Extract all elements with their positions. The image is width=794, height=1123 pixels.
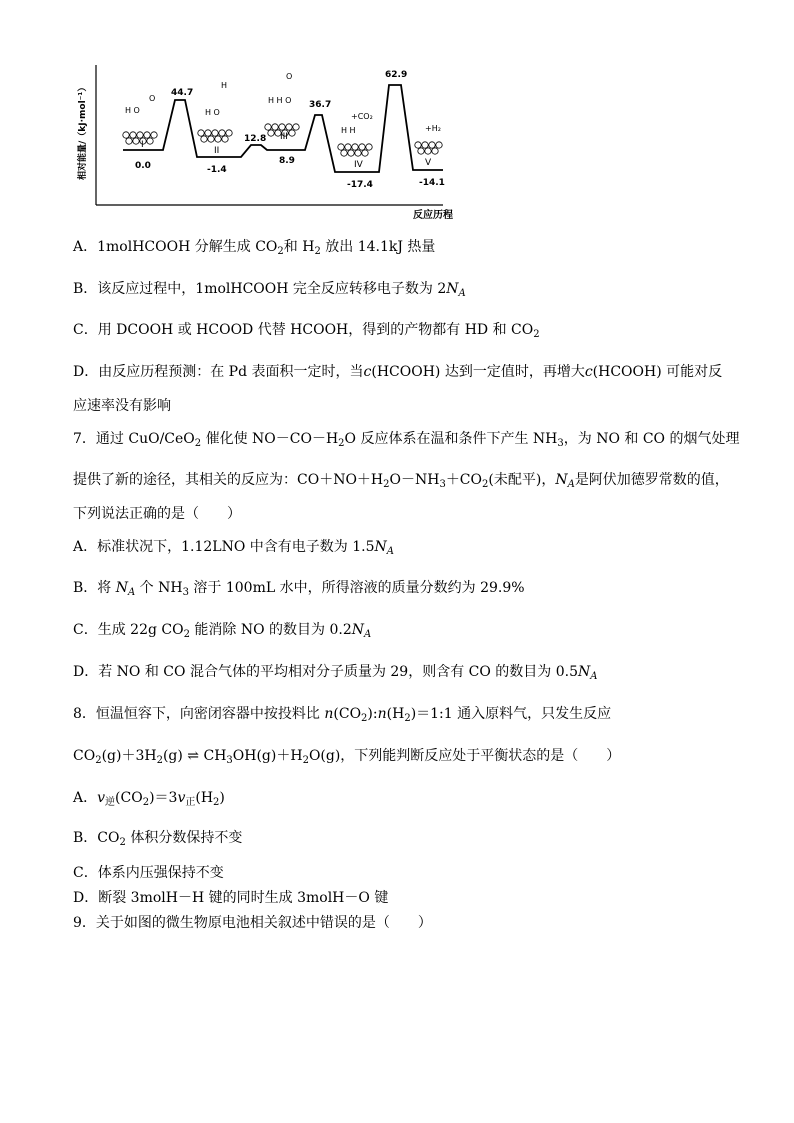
value-0: 0.0	[135, 161, 151, 171]
state-IV: IV	[354, 160, 363, 170]
subscript: 2	[404, 713, 411, 724]
stem-text: )＝1:1 通入原料气，只发生反应	[410, 706, 612, 722]
option-text: (HCOOH) 可能对反	[592, 364, 723, 380]
option-text: 由反应历程预测：在 Pd 表面积一定时，当	[98, 364, 364, 380]
option-prefix: D．	[73, 664, 99, 680]
surface-V	[415, 142, 442, 154]
stem-text: 9．关于如图的微生物原电池相关叙述中错误的是（ ）	[73, 915, 432, 931]
amount-symbol: n	[377, 706, 387, 722]
adsorbate-II-ho: H O	[205, 108, 220, 117]
value-minus-17-4: -17.4	[347, 180, 373, 190]
option-text: 个 NH	[135, 580, 183, 596]
q7-option-b	[73, 578, 525, 598]
q6-option-d-cont	[73, 396, 171, 416]
energy-profile-diagram	[73, 55, 453, 230]
value-44-7: 44.7	[171, 88, 194, 98]
option-text: 能消除 NO 的数目为 0.2	[189, 622, 352, 638]
stem-text: (g) ⇌ CH	[162, 748, 227, 764]
option-text: 将	[97, 580, 116, 596]
adsorbate-IV-hh: H H	[341, 126, 356, 135]
option-text: 用 DCOOH 或 HCOOD 代替 HCOOH，得到的产物都有 HD 和 CO	[97, 322, 534, 338]
stem-text: (g)＋3H	[101, 748, 157, 764]
stem-text: O 反应体系在温和条件下产生 NH	[344, 431, 558, 447]
surface-II	[198, 130, 232, 142]
adsorbate-II-h: H	[221, 81, 228, 90]
subscript: 2	[277, 246, 284, 257]
stem-text: 提供了新的途径，其相关的反应为：CO＋NO＋H	[73, 472, 384, 488]
option-text: 该反应过程中，1molHCOOH 完全反应转移电子数为 2	[97, 281, 447, 297]
stem-text: O(g)，下列能判断反应处于平衡状态的是（ ）	[308, 748, 621, 764]
q7-stem-line3	[73, 504, 241, 524]
stem-text: 催化使 NO－CO－H	[201, 431, 339, 447]
q7-option-c	[73, 620, 371, 640]
avogadro-symbol: N	[555, 472, 568, 488]
option-prefix: C．	[73, 865, 98, 881]
value-minus-14-1: -14.1	[419, 178, 445, 188]
option-text: 体系内压强保持不变	[97, 865, 224, 881]
subscript: 逆	[105, 797, 116, 808]
stem-text: O－NH	[389, 472, 440, 488]
option-prefix: A．	[73, 790, 98, 806]
q8-stem-line1	[73, 704, 611, 724]
option-text: CO	[97, 830, 120, 846]
option-text: (CO	[115, 790, 143, 806]
option-text: 生成 22g CO	[97, 622, 184, 638]
state-II: II	[214, 146, 220, 156]
concentration-symbol: c	[363, 364, 372, 380]
option-text: 和 H	[283, 239, 315, 255]
adsorbate-V-h2: +H₂	[425, 124, 441, 133]
adsorbate-III-hho: H H O	[268, 96, 292, 105]
value-62-9: 62.9	[385, 70, 408, 80]
adsorbate-I-o: O	[149, 94, 156, 103]
q8-stem-line2	[73, 746, 620, 766]
subscript: 2	[119, 837, 126, 848]
option-prefix: A．	[73, 239, 98, 255]
option-text: 1molHCOOH 分解生成 CO	[97, 239, 278, 255]
option-text: 标准状况下，1.12LNO 中含有电子数为 1.5	[97, 539, 375, 555]
option-text: (H	[195, 790, 214, 806]
adsorbate-IV-co2: +CO₂	[351, 112, 373, 121]
value-8-9: 8.9	[279, 156, 295, 166]
avogadro-symbol: N	[351, 622, 365, 638]
q7-option-d	[73, 662, 598, 682]
subscript: 2	[302, 755, 309, 766]
option-prefix: B．	[73, 830, 98, 846]
stem-text: CO	[73, 748, 96, 764]
option-text: 断裂 3molH－H 键的同时生成 3molH－O 键	[98, 890, 389, 906]
subscript: 2	[142, 797, 150, 808]
avogadro-symbol: N	[115, 580, 128, 596]
subscript: A	[590, 671, 598, 682]
x-axis-label: 反应历程	[413, 210, 453, 221]
state-III: III	[280, 132, 288, 142]
state-I: I	[141, 140, 144, 150]
amount-symbol: n	[324, 706, 334, 722]
subscript: 2	[156, 755, 163, 766]
option-text: 应速率没有影响	[73, 398, 171, 414]
adsorbate-I-ho: H O	[125, 106, 140, 115]
subscript: 2	[213, 797, 220, 808]
option-text: 溶于 100mL 水中，所得溶液的质量分数约为 29.9%	[188, 580, 525, 596]
stem-text: (CO	[333, 706, 362, 722]
q6-option-d	[73, 362, 722, 382]
subscript: 2	[183, 629, 190, 640]
rate-symbol: v	[97, 790, 106, 806]
subscript: 正	[185, 797, 196, 808]
option-text: )	[219, 790, 225, 806]
subscript: 3	[182, 587, 189, 598]
surface-I	[123, 132, 157, 144]
subscript: A	[364, 629, 372, 640]
subscript: A	[567, 479, 575, 490]
option-text: )＝3	[149, 790, 178, 806]
adsorbate-III-o: O	[286, 72, 293, 81]
value-12-8: 12.8	[244, 134, 267, 144]
subscript: 2	[194, 438, 202, 449]
value-36-7: 36.7	[309, 100, 332, 110]
avogadro-symbol: N	[446, 281, 459, 297]
y-axis-label: 相对能量/（kJ·mol⁻¹）	[78, 82, 88, 180]
subscript: 2	[361, 713, 368, 724]
avogadro-symbol: N	[374, 539, 387, 555]
q6-option-b	[73, 279, 466, 299]
stem-text: 8．恒温恒容下，向密闭容器中按投料比	[73, 706, 325, 722]
subscript: 3	[439, 479, 446, 490]
subscript: 3	[557, 438, 564, 449]
subscript: 2	[383, 479, 390, 490]
q6-option-c	[73, 320, 540, 340]
subscript: 2	[95, 755, 102, 766]
stem-text: 下列说法正确的是（ ）	[73, 506, 241, 522]
state-V: V	[425, 158, 432, 168]
avogadro-symbol: N	[578, 664, 591, 680]
stem-text: ＋CO	[445, 472, 483, 488]
q8-option-c	[73, 863, 224, 883]
subscript: 2	[533, 329, 540, 340]
option-text: 若 NO 和 CO 混合气体的平均相对分子质量为 29，则含有 CO 的数目为 0.5	[98, 664, 579, 680]
q9-stem	[73, 913, 432, 933]
option-prefix: B．	[73, 281, 98, 297]
subscript: A	[458, 288, 466, 299]
concentration-symbol: c	[584, 364, 593, 380]
stem-text: ，为 NO 和 CO 的烟气处理	[563, 431, 740, 447]
q8-option-b	[73, 828, 242, 848]
stem-text: (未配平)，	[488, 472, 556, 488]
q8-option-d	[73, 888, 388, 908]
subscript: 2	[482, 479, 489, 490]
stem-text: OH(g)＋H	[232, 748, 303, 764]
option-prefix: D．	[73, 364, 99, 380]
subscript: 2	[314, 246, 321, 257]
q7-option-a	[73, 537, 394, 557]
stem-text: (H	[386, 706, 405, 722]
q8-option-a	[73, 788, 225, 808]
option-prefix: A．	[73, 539, 98, 555]
subscript: 3	[226, 755, 233, 766]
subscript: A	[386, 546, 394, 557]
stem-text: 7．通过 CuO/CeO	[73, 431, 195, 447]
q7-stem-line1	[73, 429, 739, 449]
subscript: 2	[338, 438, 345, 449]
option-prefix: C．	[73, 322, 98, 338]
stem-text: ):	[367, 706, 378, 722]
option-prefix: D．	[73, 890, 99, 906]
stem-text: 是阿伏加德罗常数的值，	[574, 472, 729, 488]
option-text: (HCOOH) 达到一定值时，再增大	[371, 364, 585, 380]
subscript: A	[128, 587, 136, 598]
q7-stem-line2	[73, 470, 729, 490]
surface-IV	[338, 144, 372, 156]
rate-symbol: v	[177, 790, 186, 806]
q6-option-a	[73, 237, 435, 257]
option-text: 放出 14.1kJ 热量	[320, 239, 436, 255]
value-minus-1-4: -1.4	[207, 165, 227, 175]
option-prefix: C．	[73, 622, 98, 638]
option-prefix: B．	[73, 580, 98, 596]
option-text: 体积分数保持不变	[125, 830, 243, 846]
